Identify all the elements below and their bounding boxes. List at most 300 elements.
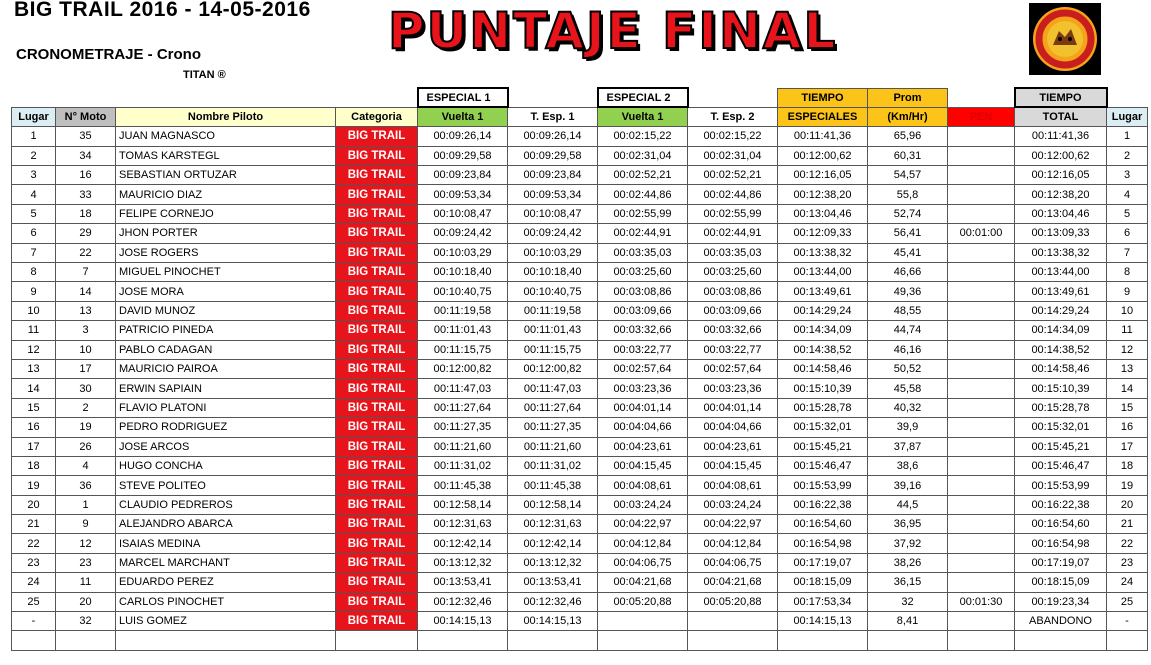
moto-cell: 29 [56, 224, 116, 243]
pilot-name-cell: EDUARDO PEREZ [116, 573, 336, 592]
especiales-cell: 00:17:53,34 [778, 592, 868, 611]
table-row [12, 340, 1148, 359]
prom-cell: 52,74 [868, 204, 948, 223]
place-cell: 25 [12, 592, 56, 611]
place-right-cell: 18 [1107, 456, 1148, 475]
place-cell: 12 [12, 340, 56, 359]
place-right-cell: 9 [1107, 282, 1148, 301]
moto-cell: 7 [56, 263, 116, 282]
prom-cell: 38,26 [868, 553, 948, 572]
especiales-cell: 00:12:09,33 [778, 224, 868, 243]
t-esp-1-cell: 00:11:27,35 [508, 418, 598, 437]
moto-cell: 14 [56, 282, 116, 301]
prom-cell: 49,36 [868, 282, 948, 301]
table-row [12, 263, 1148, 282]
vuelta-1-esp2-cell: 00:04:23,61 [598, 437, 688, 456]
prom-cell: 54,57 [868, 166, 948, 185]
especiales-cell: 00:16:54,98 [778, 534, 868, 553]
t-esp-1-cell: 00:11:19,58 [508, 301, 598, 320]
prom-cell: 45,58 [868, 379, 948, 398]
pen-cell [948, 437, 1015, 456]
col-lugar-right: Lugar [1107, 107, 1148, 126]
place-right-cell: 7 [1107, 243, 1148, 262]
moto-cell: 18 [56, 204, 116, 223]
vuelta-1-esp2-cell: 00:03:25,60 [598, 263, 688, 282]
group-header-row [12, 88, 1148, 107]
category-cell: BIG TRAIL [336, 553, 418, 572]
place-cell: 17 [12, 437, 56, 456]
empty-cell [418, 631, 508, 650]
table-row [12, 379, 1148, 398]
prom-cell: 37,87 [868, 437, 948, 456]
especiales-cell: 00:11:41,36 [778, 127, 868, 146]
pen-cell [948, 166, 1015, 185]
category-cell: BIG TRAIL [336, 379, 418, 398]
total-cell: 00:13:04,46 [1015, 204, 1107, 223]
place-right-cell: 2 [1107, 146, 1148, 165]
t-esp-2-cell: 00:02:55,99 [688, 204, 778, 223]
especiales-cell: 00:14:34,09 [778, 321, 868, 340]
moto-cell: 17 [56, 359, 116, 378]
table-row [12, 146, 1148, 165]
place-right-cell: 1 [1107, 127, 1148, 146]
pen-cell: 00:01:30 [948, 592, 1015, 611]
t-esp-1-cell: 00:12:58,14 [508, 495, 598, 514]
place-cell: 21 [12, 515, 56, 534]
t-esp-2-cell: 00:04:21,68 [688, 573, 778, 592]
prom-cell: 37,92 [868, 534, 948, 553]
total-cell: 00:18:15,09 [1015, 573, 1107, 592]
category-cell: BIG TRAIL [336, 418, 418, 437]
especiales-cell: 00:12:00,62 [778, 146, 868, 165]
place-right-cell: 3 [1107, 166, 1148, 185]
prom-cell: 56,41 [868, 224, 948, 243]
group-prom: Prom [868, 88, 948, 107]
t-esp-1-cell: 00:14:15,13 [508, 612, 598, 631]
t-esp-1-cell: 00:12:00,82 [508, 359, 598, 378]
moto-cell: 4 [56, 456, 116, 475]
prom-cell: 48,55 [868, 301, 948, 320]
place-cell: 16 [12, 418, 56, 437]
place-right-cell: - [1107, 612, 1148, 631]
pen-cell [948, 243, 1015, 262]
especiales-cell: 00:15:10,39 [778, 379, 868, 398]
t-esp-1-cell: 00:12:32,46 [508, 592, 598, 611]
place-cell: 1 [12, 127, 56, 146]
vuelta-1-esp1-cell: 00:11:19,58 [418, 301, 508, 320]
place-right-cell: 25 [1107, 592, 1148, 611]
total-cell: 00:12:38,20 [1015, 185, 1107, 204]
place-cell: 20 [12, 495, 56, 514]
pilot-name-cell: ALEJANDRO ABARCA [116, 515, 336, 534]
t-esp-1-cell: 00:09:23,84 [508, 166, 598, 185]
category-cell: BIG TRAIL [336, 592, 418, 611]
prom-cell: 38,6 [868, 456, 948, 475]
vuelta-1-esp2-cell: 00:03:23,36 [598, 379, 688, 398]
prom-cell: 44,74 [868, 321, 948, 340]
category-cell: BIG TRAIL [336, 340, 418, 359]
especiales-cell: 00:13:38,32 [778, 243, 868, 262]
table-row [12, 166, 1148, 185]
empty-cell [688, 631, 778, 650]
place-cell: 19 [12, 476, 56, 495]
vuelta-1-esp1-cell: 00:10:08,47 [418, 204, 508, 223]
pilot-name-cell: CLAUDIO PEDREROS [116, 495, 336, 514]
t-esp-1-cell: 00:09:24,42 [508, 224, 598, 243]
t-esp-2-cell: 00:02:15,22 [688, 127, 778, 146]
pen-cell [948, 612, 1015, 631]
vuelta-1-esp1-cell: 00:09:24,42 [418, 224, 508, 243]
vuelta-1-esp1-cell: 00:12:42,14 [418, 534, 508, 553]
pilot-name-cell: JUAN MAGNASCO [116, 127, 336, 146]
moto-cell: 2 [56, 398, 116, 417]
t-esp-1-cell: 00:10:08,47 [508, 204, 598, 223]
vuelta-1-esp1-cell: 00:12:32,46 [418, 592, 508, 611]
moto-cell: 3 [56, 321, 116, 340]
vuelta-1-esp2-cell: 00:04:08,61 [598, 476, 688, 495]
pen-cell [948, 495, 1015, 514]
total-cell: 00:14:38,52 [1015, 340, 1107, 359]
prom-cell: 45,41 [868, 243, 948, 262]
group-especial-1: ESPECIAL 1 [418, 88, 508, 107]
t-esp-2-cell: 00:02:44,91 [688, 224, 778, 243]
vuelta-1-esp1-cell: 00:13:12,32 [418, 553, 508, 572]
t-esp-1-cell: 00:11:01,43 [508, 321, 598, 340]
vuelta-1-esp2-cell: 00:03:08,86 [598, 282, 688, 301]
category-cell: BIG TRAIL [336, 359, 418, 378]
vuelta-1-esp2-cell: 00:03:32,66 [598, 321, 688, 340]
total-cell: 00:19:23,34 [1015, 592, 1107, 611]
place-cell: 18 [12, 456, 56, 475]
pen-cell [948, 418, 1015, 437]
t-esp-2-cell: 00:03:35,03 [688, 243, 778, 262]
t-esp-1-cell: 00:10:18,40 [508, 263, 598, 282]
pen-cell [948, 573, 1015, 592]
pen-cell [948, 340, 1015, 359]
prom-cell: 36,15 [868, 573, 948, 592]
pen-cell [948, 456, 1015, 475]
place-right-cell: 5 [1107, 204, 1148, 223]
moto-cell: 10 [56, 340, 116, 359]
col-moto: N° Moto [56, 107, 116, 126]
especiales-cell: 00:14:15,13 [778, 612, 868, 631]
col-especiales: ESPECIALES [778, 107, 868, 126]
col-lugar: Lugar [12, 107, 56, 126]
vuelta-1-esp1-cell: 00:11:01,43 [418, 321, 508, 340]
col-t-esp-1: T. Esp. 1 [508, 107, 598, 126]
empty-cell [56, 631, 116, 650]
category-cell: BIG TRAIL [336, 534, 418, 553]
t-esp-1-cell: 00:09:53,34 [508, 185, 598, 204]
t-esp-1-cell: 00:11:47,03 [508, 379, 598, 398]
vuelta-1-esp2-cell: 00:05:20,88 [598, 592, 688, 611]
moto-cell: 1 [56, 495, 116, 514]
category-cell: BIG TRAIL [336, 204, 418, 223]
empty-cell [336, 631, 418, 650]
vuelta-1-esp1-cell: 00:13:53,41 [418, 573, 508, 592]
prom-cell: 8,41 [868, 612, 948, 631]
especiales-cell: 00:17:19,07 [778, 553, 868, 572]
category-cell: BIG TRAIL [336, 573, 418, 592]
total-cell: ABANDONO [1015, 612, 1107, 631]
t-esp-1-cell: 00:10:40,75 [508, 282, 598, 301]
column-header-row [12, 107, 1148, 126]
pilot-name-cell: PATRICIO PINEDA [116, 321, 336, 340]
table-row [12, 243, 1148, 262]
pilot-name-cell: FELIPE CORNEJO [116, 204, 336, 223]
t-esp-2-cell: 00:02:52,21 [688, 166, 778, 185]
t-esp-2-cell: 00:04:04,66 [688, 418, 778, 437]
t-esp-2-cell: 00:04:15,45 [688, 456, 778, 475]
pilot-name-cell: CARLOS PINOCHET [116, 592, 336, 611]
pen-cell [948, 301, 1015, 320]
table-row [12, 592, 1148, 611]
especiales-cell: 00:15:46,47 [778, 456, 868, 475]
vuelta-1-esp2-cell: 00:04:04,66 [598, 418, 688, 437]
table-row [12, 534, 1148, 553]
t-esp-1-cell: 00:12:31,63 [508, 515, 598, 534]
category-cell: BIG TRAIL [336, 437, 418, 456]
place-cell: 23 [12, 553, 56, 572]
t-esp-1-cell: 00:11:31,02 [508, 456, 598, 475]
place-right-cell: 23 [1107, 553, 1148, 572]
place-cell: 15 [12, 398, 56, 417]
especiales-cell: 00:16:54,60 [778, 515, 868, 534]
t-esp-2-cell: 00:02:57,64 [688, 359, 778, 378]
vuelta-1-esp2-cell: 00:04:06,75 [598, 553, 688, 572]
pen-cell [948, 476, 1015, 495]
vuelta-1-esp1-cell: 00:09:53,34 [418, 185, 508, 204]
col-vuelta-1-esp2: Vuelta 1 [598, 107, 688, 126]
vuelta-1-esp1-cell: 00:11:45,38 [418, 476, 508, 495]
especiales-cell: 00:15:45,21 [778, 437, 868, 456]
t-esp-1-cell: 00:13:53,41 [508, 573, 598, 592]
total-cell: 00:12:16,05 [1015, 166, 1107, 185]
category-cell: BIG TRAIL [336, 243, 418, 262]
vuelta-1-esp1-cell: 00:10:03,29 [418, 243, 508, 262]
t-esp-2-cell: 00:03:09,66 [688, 301, 778, 320]
vuelta-1-esp2-cell: 00:02:31,04 [598, 146, 688, 165]
total-cell: 00:15:46,47 [1015, 456, 1107, 475]
vuelta-1-esp1-cell: 00:11:47,03 [418, 379, 508, 398]
empty-cell [598, 631, 688, 650]
category-cell: BIG TRAIL [336, 321, 418, 340]
place-cell: 11 [12, 321, 56, 340]
vuelta-1-esp2-cell: 00:03:24,24 [598, 495, 688, 514]
moto-cell: 12 [56, 534, 116, 553]
place-cell: 8 [12, 263, 56, 282]
t-esp-2-cell: 00:04:23,61 [688, 437, 778, 456]
especiales-cell: 00:13:44,00 [778, 263, 868, 282]
empty-cell [778, 631, 868, 650]
col-categoria: Categoria [336, 107, 418, 126]
col-pen: PEN [948, 107, 1015, 126]
vuelta-1-esp2-cell: 00:03:35,03 [598, 243, 688, 262]
place-right-cell: 15 [1107, 398, 1148, 417]
especiales-cell: 00:12:38,20 [778, 185, 868, 204]
table-row [12, 398, 1148, 417]
table-row [12, 456, 1148, 475]
prom-cell: 32 [868, 592, 948, 611]
moto-cell: 26 [56, 437, 116, 456]
pilot-name-cell: JOSE ARCOS [116, 437, 336, 456]
col-kmhr: (Km/Hr) [868, 107, 948, 126]
moto-cell: 36 [56, 476, 116, 495]
table-row [12, 185, 1148, 204]
vuelta-1-esp1-cell: 00:10:40,75 [418, 282, 508, 301]
pilot-name-cell: STEVE POLITEO [116, 476, 336, 495]
empty-cell [868, 631, 948, 650]
vuelta-1-esp2-cell: 00:03:22,77 [598, 340, 688, 359]
t-esp-2-cell: 00:03:22,77 [688, 340, 778, 359]
main-title: PUNTAJE FINAL [388, 2, 838, 60]
category-cell: BIG TRAIL [336, 146, 418, 165]
table-row [12, 573, 1148, 592]
moto-cell: 20 [56, 592, 116, 611]
t-esp-1-cell: 00:09:26,14 [508, 127, 598, 146]
t-esp-1-cell: 00:11:15,75 [508, 340, 598, 359]
t-esp-2-cell [688, 612, 778, 631]
moto-cell: 34 [56, 146, 116, 165]
moto-cell: 19 [56, 418, 116, 437]
pilot-name-cell: MARCEL MARCHANT [116, 553, 336, 572]
category-cell: BIG TRAIL [336, 224, 418, 243]
total-cell: 00:13:38,32 [1015, 243, 1107, 262]
pen-cell [948, 379, 1015, 398]
total-cell: 00:16:22,38 [1015, 495, 1107, 514]
place-cell: 5 [12, 204, 56, 223]
prom-cell: 39,9 [868, 418, 948, 437]
pen-cell [948, 398, 1015, 417]
event-title: BIG TRAIL 2016 - 14-05-2016 [14, 0, 311, 21]
moto-cell: 23 [56, 553, 116, 572]
pen-cell [948, 185, 1015, 204]
group-tiempo: TIEMPO [778, 88, 868, 107]
category-cell: BIG TRAIL [336, 398, 418, 417]
pen-cell [948, 553, 1015, 572]
especiales-cell: 00:14:38,52 [778, 340, 868, 359]
place-right-cell: 16 [1107, 418, 1148, 437]
pilot-name-cell: LUIS GOMEZ [116, 612, 336, 631]
t-esp-1-cell: 00:13:12,32 [508, 553, 598, 572]
place-cell: 22 [12, 534, 56, 553]
pilot-name-cell: PEDRO RODRIGUEZ [116, 418, 336, 437]
especiales-cell: 00:13:49,61 [778, 282, 868, 301]
place-right-cell: 17 [1107, 437, 1148, 456]
vuelta-1-esp2-cell: 00:02:44,91 [598, 224, 688, 243]
total-cell: 00:15:45,21 [1015, 437, 1107, 456]
place-right-cell: 10 [1107, 301, 1148, 320]
prom-cell: 50,52 [868, 359, 948, 378]
place-right-cell: 14 [1107, 379, 1148, 398]
especiales-cell: 00:12:16,05 [778, 166, 868, 185]
t-esp-2-cell: 00:05:20,88 [688, 592, 778, 611]
place-right-cell: 22 [1107, 534, 1148, 553]
t-esp-2-cell: 00:04:08,61 [688, 476, 778, 495]
total-cell: 00:14:58,46 [1015, 359, 1107, 378]
vuelta-1-esp1-cell: 00:10:18,40 [418, 263, 508, 282]
place-right-cell: 4 [1107, 185, 1148, 204]
especiales-cell: 00:15:53,99 [778, 476, 868, 495]
t-esp-1-cell: 00:11:21,60 [508, 437, 598, 456]
t-esp-2-cell: 00:03:23,36 [688, 379, 778, 398]
place-cell: 4 [12, 185, 56, 204]
pen-cell [948, 127, 1015, 146]
pen-cell [948, 263, 1015, 282]
place-cell: 7 [12, 243, 56, 262]
moto-cell: 32 [56, 612, 116, 631]
table-row [12, 224, 1148, 243]
total-cell: 00:15:32,01 [1015, 418, 1107, 437]
pilot-name-cell: MIGUEL PINOCHET [116, 263, 336, 282]
category-cell: BIG TRAIL [336, 456, 418, 475]
place-cell: 24 [12, 573, 56, 592]
moto-cell: 16 [56, 166, 116, 185]
table-row [12, 437, 1148, 456]
especiales-cell: 00:13:04,46 [778, 204, 868, 223]
empty-row [12, 631, 1148, 650]
place-right-cell: 20 [1107, 495, 1148, 514]
group-especial-2: ESPECIAL 2 [598, 88, 688, 107]
moto-cell: 35 [56, 127, 116, 146]
total-cell: 00:17:19,07 [1015, 553, 1107, 572]
t-esp-2-cell: 00:03:32,66 [688, 321, 778, 340]
place-cell: 13 [12, 359, 56, 378]
vuelta-1-esp1-cell: 00:12:00,82 [418, 359, 508, 378]
table-row [12, 204, 1148, 223]
place-right-cell: 19 [1107, 476, 1148, 495]
pen-cell: 00:01:00 [948, 224, 1015, 243]
vuelta-1-esp1-cell: 00:09:23,84 [418, 166, 508, 185]
vuelta-1-esp2-cell: 00:02:52,21 [598, 166, 688, 185]
pilot-name-cell: PABLO CADAGAN [116, 340, 336, 359]
pilot-name-cell: TOMAS KARSTEGL [116, 146, 336, 165]
place-cell: 6 [12, 224, 56, 243]
vuelta-1-esp1-cell: 00:12:31,63 [418, 515, 508, 534]
prom-cell: 44,5 [868, 495, 948, 514]
place-cell: 2 [12, 146, 56, 165]
total-cell: 00:16:54,60 [1015, 515, 1107, 534]
pilot-name-cell: MAURICIO PAIROA [116, 359, 336, 378]
empty-cell [1015, 631, 1107, 650]
t-esp-1-cell: 00:09:29,58 [508, 146, 598, 165]
pilot-name-cell: FLAVIO PLATONI [116, 398, 336, 417]
vuelta-1-esp1-cell: 00:11:27,35 [418, 418, 508, 437]
timing-label: CRONOMETRAJE - Crono [16, 46, 201, 63]
vuelta-1-esp1-cell: 00:11:27,64 [418, 398, 508, 417]
t-esp-1-cell: 00:11:45,38 [508, 476, 598, 495]
place-right-cell: 11 [1107, 321, 1148, 340]
table-row [12, 515, 1148, 534]
t-esp-2-cell: 00:03:25,60 [688, 263, 778, 282]
prom-cell: 46,16 [868, 340, 948, 359]
total-cell: 00:15:10,39 [1015, 379, 1107, 398]
moto-cell: 33 [56, 185, 116, 204]
col-piloto: Nombre Piloto [116, 107, 336, 126]
vuelta-1-esp1-cell: 00:14:15,13 [418, 612, 508, 631]
total-cell: 00:14:34,09 [1015, 321, 1107, 340]
empty-cell [1107, 631, 1148, 650]
total-cell: 00:13:49,61 [1015, 282, 1107, 301]
pen-cell [948, 204, 1015, 223]
prom-cell: 65,96 [868, 127, 948, 146]
especiales-cell: 00:15:28,78 [778, 398, 868, 417]
total-cell: 00:11:41,36 [1015, 127, 1107, 146]
place-right-cell: 24 [1107, 573, 1148, 592]
category-cell: BIG TRAIL [336, 495, 418, 514]
especiales-cell: 00:18:15,09 [778, 573, 868, 592]
vuelta-1-esp1-cell: 00:11:15,75 [418, 340, 508, 359]
